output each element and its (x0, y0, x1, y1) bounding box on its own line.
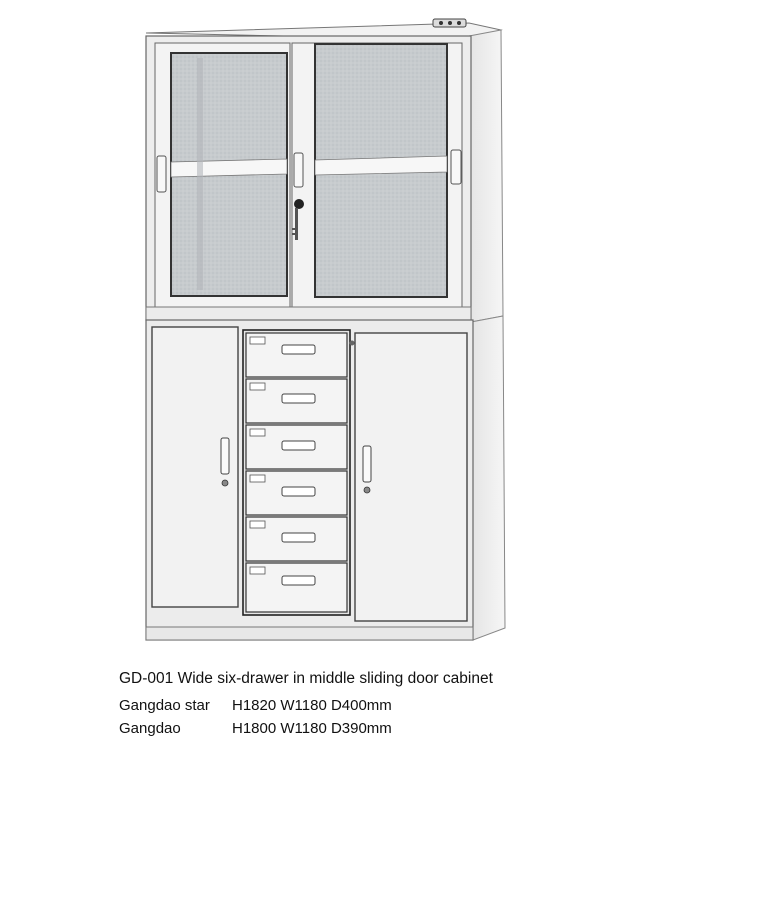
drawer-5 (246, 517, 347, 561)
right-swing-door (355, 333, 467, 621)
spec-model-name: Gangdao (119, 720, 181, 737)
cabinet-plinth (146, 627, 473, 640)
upper-cabinet (146, 19, 503, 322)
spec-dimensions: H1800 W1180 D390mm (232, 720, 392, 737)
left-keyhole-icon (222, 480, 228, 486)
drawer-2 (246, 379, 347, 423)
right-swing-handle-icon (363, 446, 371, 482)
right-keyhole-icon (364, 487, 370, 493)
spec-dimensions: H1820 W1180 D400mm (232, 697, 392, 714)
drawer-4 (246, 471, 347, 515)
left-swing-door (152, 327, 238, 607)
right-door-handle-icon (451, 150, 461, 184)
left-sliding-door (155, 43, 290, 307)
center-door-handle-icon (294, 153, 303, 187)
drawer-3 (246, 425, 347, 469)
drawer-handle-icon (282, 441, 315, 450)
product-title: GD-001 Wide six-drawer in middle sliding door cabinet (119, 670, 493, 687)
upper-side-panel (469, 30, 503, 322)
drawer-6 (246, 563, 347, 612)
right-sliding-door (292, 43, 462, 307)
drawer-handle-icon (282, 533, 315, 542)
top-lock-icon (433, 19, 466, 27)
drawer-column (243, 330, 355, 615)
drawer-handle-icon (282, 576, 315, 585)
drawer-handle-icon (282, 487, 315, 496)
drawer-lock-icon (350, 341, 355, 346)
lower-cabinet (146, 316, 505, 640)
drawer-handle-icon (282, 345, 315, 354)
spec-model-name: Gangdao star (119, 697, 210, 714)
left-swing-handle-icon (221, 438, 229, 474)
left-door-handle-icon (157, 156, 166, 192)
drawer-1 (246, 333, 347, 377)
drawer-handle-icon (282, 394, 315, 403)
lower-side-panel (471, 316, 505, 640)
